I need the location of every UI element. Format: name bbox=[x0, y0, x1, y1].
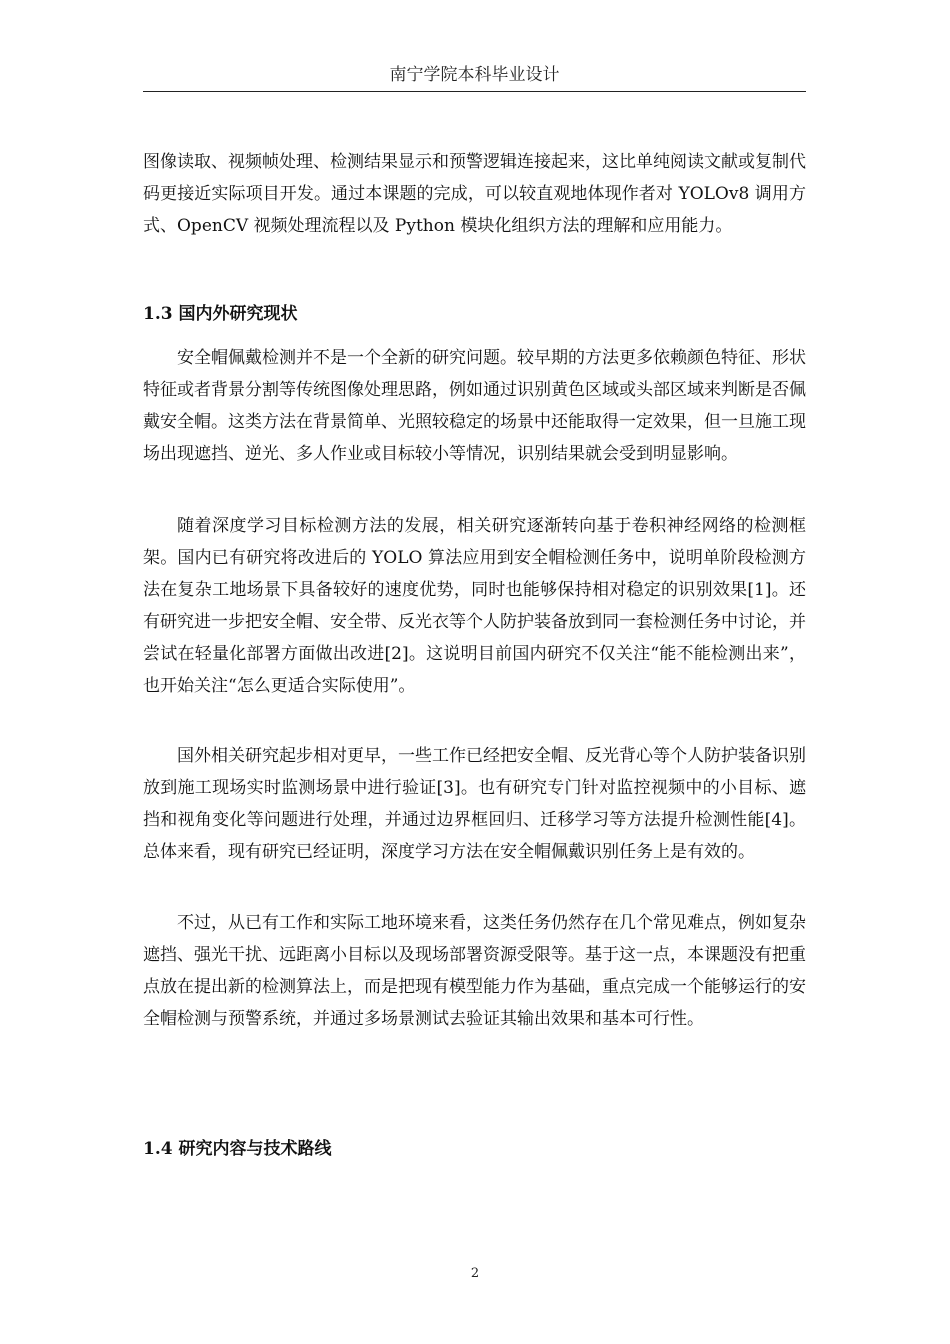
paragraph-3: 国外相关研究起步相对更早，一些工作已经把安全帽、反光背心等个人防护装备识别放到施工现场实时监测场景中进行验证[3]。也有研究专门针对监控视频中的小目标、遮挡和视角变化等问题进行处理，并通过边界框回归、迁移学习等方法提升检测性能[4]。总体来看，现有研究已经证明，深度学习方法在安全帽佩戴识别任务上是有效的。 bbox=[143, 746, 806, 862]
intro-paragraph: 图像读取、视频帧处理、检测结果显示和预警逻辑连接起来，这比单纯阅读文献或复制代码更接近实际项目开发。通过本课题的完成，可以较直观地体现作者对 YOLOv8 调用方式、OpenCV 视频处理流程以及 Python 模块化组织方法的理解和应用能力。 bbox=[143, 152, 806, 236]
section-heading-1-4: 1.4 研究内容与技术路线 bbox=[143, 1139, 332, 1159]
paragraph-2: 随着深度学习目标检测方法的发展，相关研究逐渐转向基于卷积神经网络的检测框架。国内已有研究将改进后的 YOLO 算法应用到安全帽检测任务中，说明单阶段检测方法在复杂工地场景下具备较好的速度优势，同时也能够保持相对稳定的识别效果[1]。还有研究进一步把安全帽、安全带、反光衣等个人防护装备放到同一套检测任务中讨论，并尝试在轻量化部署方面做出改进[2]。这说明目前国内研究不仅关注“能不能检测出来”，也开始关注“怎么更适合实际使用”。 bbox=[143, 516, 806, 696]
page-number: 2 bbox=[470, 1266, 480, 1281]
paragraph-4: 不过，从已有工作和实际工地环境来看，这类任务仍然存在几个常见难点，例如复杂遮挡、强光干扰、远距离小目标以及现场部署资源受限等。基于这一点，本课题没有把重点放在提出新的检测算法上，而是把现有模型能力作为基础，重点完成一个能够运行的安全帽检测与预警系统，并通过多场景测试去验证其输出效果和基本可行性。 bbox=[143, 913, 806, 1029]
section-heading-1-3: 1.3 国内外研究现状 bbox=[143, 304, 298, 324]
page-header: 南宁学院本科毕业设计 bbox=[143, 62, 806, 92]
paragraph-1: 安全帽佩戴检测并不是一个全新的研究问题。较早期的方法更多依赖颜色特征、形状特征或者背景分割等传统图像处理思路，例如通过识别黄色区域或头部区域来判断是否佩戴安全帽。这类方法在背景简单、光照较稳定的场景中还能取得一定效果，但一旦施工现场出现遮挡、逆光、多人作业或目标较小等情况，识别结果就会受到明显影响。 bbox=[143, 348, 806, 464]
